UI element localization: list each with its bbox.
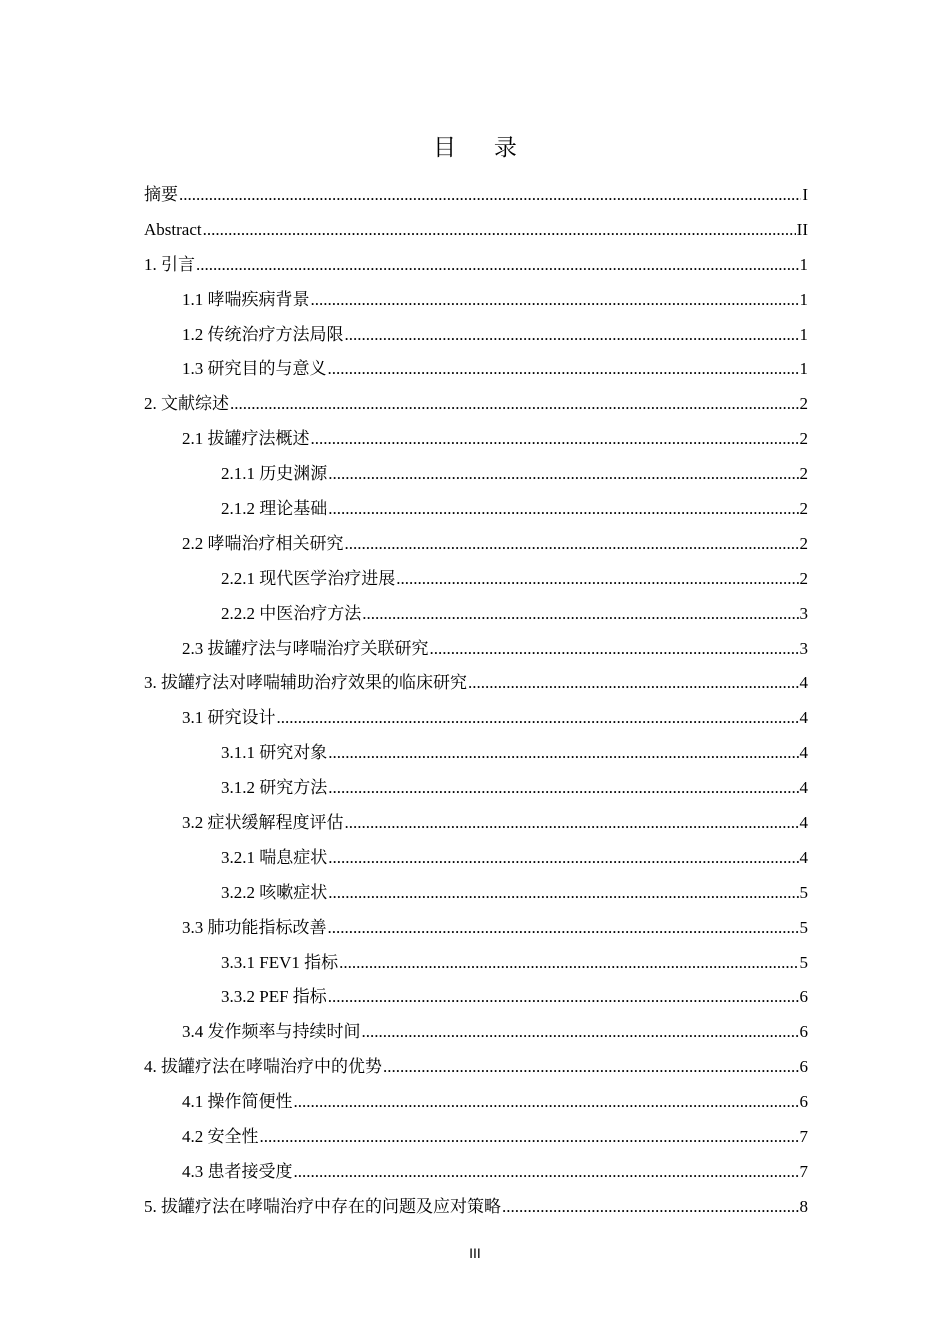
toc-entry-page: 5 — [799, 952, 808, 972]
toc-dot-leader — [311, 285, 799, 315]
toc-entry — [144, 424, 808, 459]
toc-dot-leader — [468, 668, 799, 698]
toc-dot-leader — [294, 1157, 799, 1187]
toc-entry-label: 4.1 操作简便性 — [182, 1092, 293, 1112]
toc-entry-label: 2.1 拔罐疗法概述 — [182, 429, 310, 449]
toc-entry-label: 1.3 研究目的与意义 — [182, 359, 327, 379]
toc-dot-leader — [328, 354, 799, 384]
toc-entry-page: 7 — [799, 1127, 808, 1147]
toc-entry — [144, 982, 808, 1017]
toc-entry-label: 2. 文献综述 — [144, 394, 229, 414]
toc-entry-page: 6 — [799, 1092, 808, 1112]
toc-dot-leader — [328, 494, 798, 524]
toc-entry — [144, 703, 808, 738]
toc-dot-leader — [339, 948, 798, 978]
toc-entry-label: 3. 拔罐疗法对哮喘辅助治疗效果的临床研究 — [144, 673, 467, 693]
toc-dot-leader — [328, 982, 799, 1012]
toc-entry-page: 1 — [799, 359, 808, 379]
toc-title: 目 录 — [433, 135, 533, 160]
toc-entry-page: 4 — [799, 778, 808, 798]
toc-entry-label: 2.2.1 现代医学治疗进展 — [221, 568, 396, 588]
toc-entry-label: 4.2 安全性 — [182, 1127, 259, 1147]
toc-entry-page: 1 — [799, 324, 808, 344]
toc-entry — [144, 1122, 808, 1157]
toc-entry — [144, 285, 808, 320]
toc-entry-page: 2 — [799, 568, 808, 588]
toc-entry-page: 1 — [799, 289, 808, 309]
toc-entry-label: 3.3.1 FEV1 指标 — [221, 952, 339, 972]
toc-dot-leader — [345, 808, 799, 838]
toc-entry-page: 2 — [799, 533, 808, 553]
toc-entry-page: 6 — [799, 1057, 808, 1077]
toc-entry-label: 3.1 研究设计 — [182, 708, 276, 728]
toc-entry — [144, 773, 808, 808]
toc-dot-leader — [328, 459, 798, 489]
toc-entry — [144, 320, 808, 355]
toc-entry-label: 2.2.2 中医治疗方法 — [221, 603, 362, 623]
toc-entry — [144, 668, 808, 703]
toc-entry-page: 3 — [799, 603, 808, 623]
toc-entry — [144, 634, 808, 669]
toc-dot-leader — [345, 529, 799, 559]
toc-entry — [144, 738, 808, 773]
toc-entry-label: 3.2.1 喘息症状 — [221, 847, 328, 867]
toc-entry-page: 8 — [799, 1196, 808, 1216]
toc-entry — [144, 599, 808, 634]
toc-entry — [144, 459, 808, 494]
toc-entry — [144, 1192, 808, 1227]
toc-entry-label: 3.2 症状缓解程度评估 — [182, 813, 344, 833]
toc-entry-page: 3 — [799, 638, 808, 658]
toc-entry-page: 1 — [799, 254, 808, 274]
toc-entry-label: 1. 引言 — [144, 254, 195, 274]
toc-entry-label: 3.4 发作频率与持续时间 — [182, 1022, 361, 1042]
toc-entry-page: 7 — [799, 1161, 808, 1181]
toc-dot-leader — [230, 389, 799, 419]
toc-entry-label: 1.2 传统治疗方法局限 — [182, 324, 344, 344]
toc-entry-label: 3.2.2 咳嗽症状 — [221, 882, 328, 902]
toc-dot-leader — [294, 1087, 799, 1117]
toc-dot-leader — [502, 1192, 799, 1222]
toc-entry-label: 4.3 患者接受度 — [182, 1161, 293, 1181]
toc-entry-label: 2.3 拔罐疗法与哮喘治疗关联研究 — [182, 638, 429, 658]
toc-entry — [144, 180, 808, 215]
toc-dot-leader — [328, 773, 798, 803]
toc-entry-page: 4 — [799, 813, 808, 833]
toc-entry — [144, 494, 808, 529]
toc-dot-leader — [196, 250, 799, 280]
toc-entry-label: 3.1.1 研究对象 — [221, 743, 328, 763]
toc-entry-page: 4 — [799, 847, 808, 867]
toc-dot-leader — [396, 564, 798, 594]
toc-entry — [144, 878, 808, 913]
toc-entry — [144, 215, 808, 250]
toc-entry-page: 2 — [799, 394, 808, 414]
toc-entry — [144, 389, 808, 424]
toc-dot-leader — [311, 424, 799, 454]
toc-dot-leader — [362, 599, 798, 629]
table-of-contents — [144, 180, 808, 1227]
toc-entry — [144, 808, 808, 843]
toc-entry-page: 6 — [799, 1022, 808, 1042]
toc-entry-label: 5. 拔罐疗法在哮喘治疗中存在的问题及应对策略 — [144, 1196, 501, 1216]
toc-entry — [144, 250, 808, 285]
toc-entry — [144, 843, 808, 878]
toc-entry-page: 4 — [799, 743, 808, 763]
toc-dot-leader — [362, 1017, 799, 1047]
toc-entry-page: II — [796, 219, 808, 239]
toc-entry-label: 2.1.1 历史渊源 — [221, 464, 328, 484]
toc-entry-page: 2 — [799, 429, 808, 449]
toc-entry — [144, 1017, 808, 1052]
toc-entry — [144, 529, 808, 564]
toc-entry-label: 2.1.2 理论基础 — [221, 499, 328, 519]
toc-entry-page: 4 — [799, 708, 808, 728]
toc-entry — [144, 913, 808, 948]
toc-entry-page: I — [802, 185, 808, 204]
toc-entry-page: 5 — [799, 882, 808, 902]
toc-dot-leader — [383, 1052, 799, 1082]
toc-entry — [144, 354, 808, 389]
toc-entry-label: 3.3 肺功能指标改善 — [182, 917, 327, 937]
toc-entry-label: 4. 拔罐疗法在哮喘治疗中的优势 — [144, 1057, 382, 1077]
toc-dot-leader — [328, 913, 799, 943]
toc-dot-leader — [328, 878, 798, 908]
toc-entry-page: 2 — [799, 464, 808, 484]
toc-dot-leader — [179, 180, 801, 210]
toc-entry-label: 3.1.2 研究方法 — [221, 778, 328, 798]
toc-entry-label: Abstract — [144, 219, 202, 239]
toc-entry-page: 6 — [799, 987, 808, 1007]
toc-entry — [144, 1087, 808, 1122]
toc-dot-leader — [260, 1122, 799, 1152]
toc-entry-label: 3.3.2 PEF 指标 — [221, 987, 327, 1007]
toc-entry-label: 摘要 — [144, 185, 178, 204]
toc-dot-leader — [203, 215, 796, 245]
toc-entry — [144, 1157, 808, 1192]
toc-entry — [144, 564, 808, 599]
toc-dot-leader — [345, 320, 799, 350]
page-number: III — [469, 1245, 481, 1261]
toc-entry — [144, 1052, 808, 1087]
toc-entry-label: 1.1 哮喘疾病背景 — [182, 289, 310, 309]
toc-entry-page: 2 — [799, 499, 808, 519]
toc-entry-label: 2.2 哮喘治疗相关研究 — [182, 533, 344, 553]
toc-entry — [144, 948, 808, 983]
toc-dot-leader — [277, 703, 799, 733]
toc-entry-page: 4 — [799, 673, 808, 693]
toc-entry-page: 5 — [799, 917, 808, 937]
toc-dot-leader — [328, 843, 798, 873]
toc-dot-leader — [430, 634, 799, 664]
toc-dot-leader — [328, 738, 798, 768]
